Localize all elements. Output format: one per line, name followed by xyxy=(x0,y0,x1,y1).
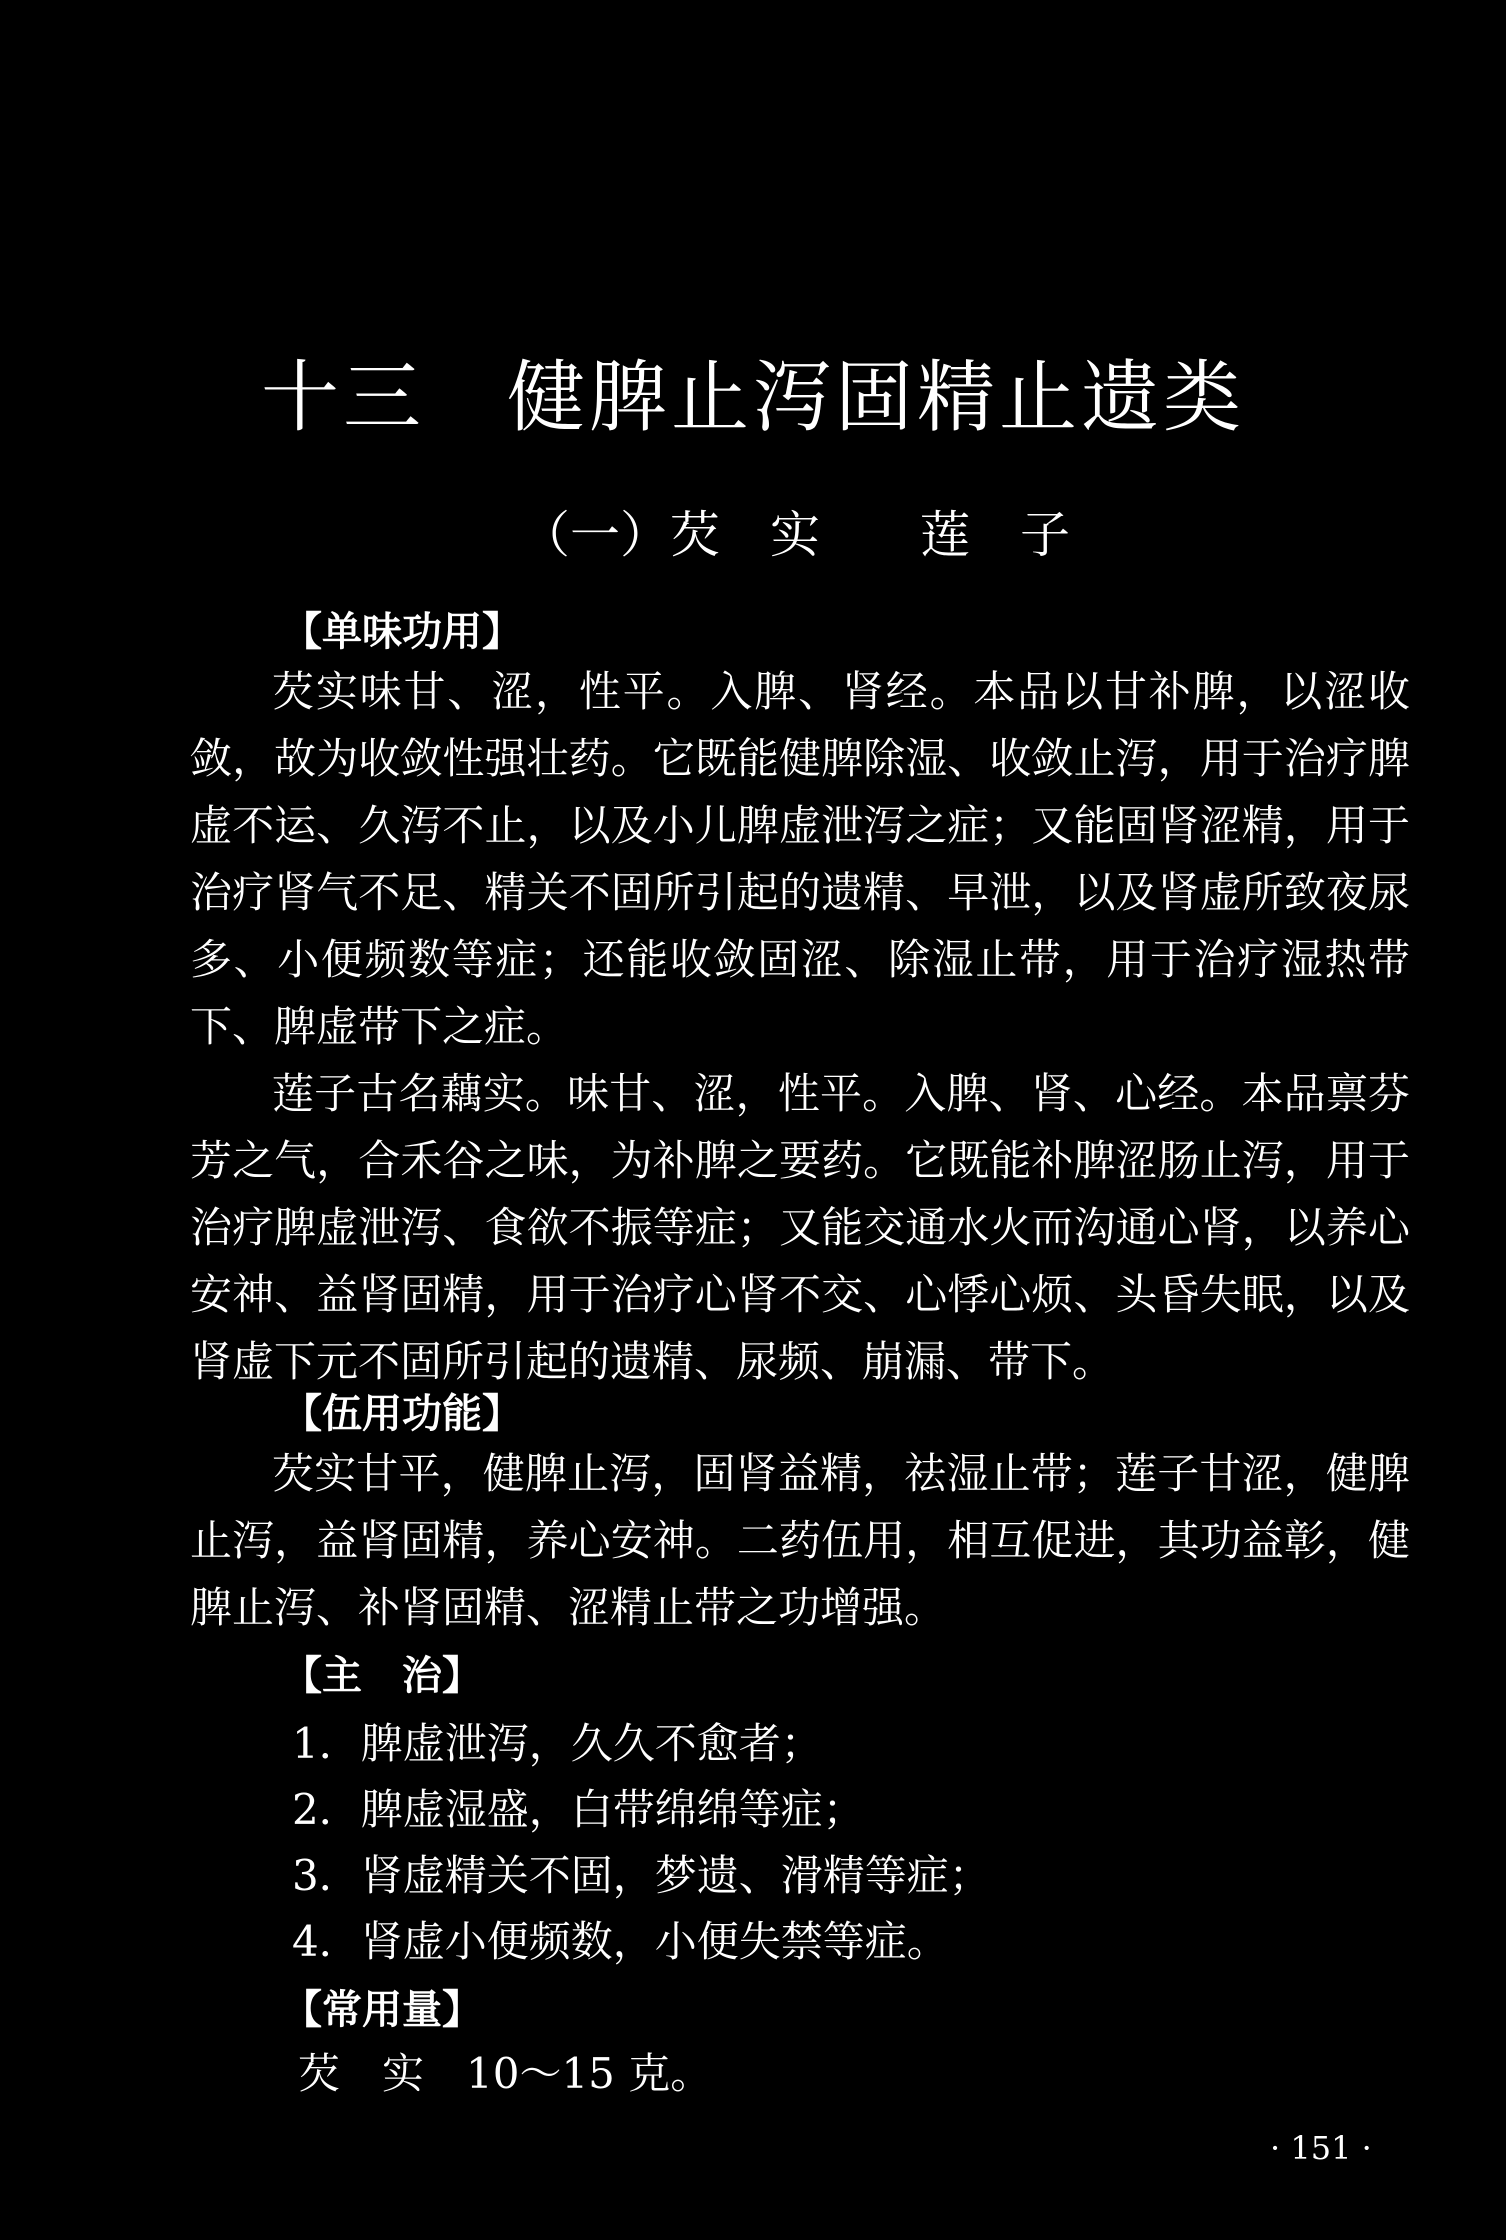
paragraph-qianshi: 芡实味甘、涩，性平。入脾、肾经。本品以甘补脾，以涩收敛，故为收敛性强壮药。它既能健脾除湿、收敛止泻，用于治疗脾虚不运、久泻不止，以及小儿脾虚泄泻之症；又能固肾涩精，用于治疗肾气不足、精关不固所引起的遗精、早泄，以及肾虚所致夜尿多、小便频数等症；还能收敛固涩、除湿止带，用于治疗湿热带下、脾虚带下之症。 xyxy=(190,667,1410,1051)
chapter-title: 十三 健脾止泻固精止遗类 xyxy=(260,353,1245,443)
page-number: · 151 · xyxy=(1270,2129,1372,2167)
indication-item-4: 4．肾虚小便频数，小便失禁等症。 xyxy=(292,1917,949,1966)
paragraph-lianzi: 莲子古名藕实。味甘、涩，性平。入脾、肾、心经。本品禀芬芳之气，合禾谷之味，为补脾之要药。它既能补脾涩肠止泻，用于治疗脾虚泄泻、食欲不振等症；又能交通水火而沟通心肾，以养心安神、益肾固精，用于治疗心肾不交、心悸心烦、头昏失眠，以及肾虚下元不固所引起的遗精、尿频、崩漏、带下。 xyxy=(190,1069,1410,1386)
section-title: （一）芡 实 莲 子 xyxy=(520,506,1070,564)
heading-single-function: 【单味功用】 xyxy=(282,609,522,655)
indication-item-3: 3．肾虚精关不固，梦遗、滑精等症； xyxy=(292,1851,991,1900)
dosage-text: 芡 实 10～15 克。 xyxy=(298,2049,713,2098)
heading-combined-function: 【伍用功能】 xyxy=(282,1391,522,1437)
indication-item-2: 2．脾虚湿盛，白带绵绵等症； xyxy=(292,1785,865,1834)
indication-item-1: 1．脾虚泄泻，久久不愈者； xyxy=(292,1719,823,1768)
heading-dosage: 【常用量】 xyxy=(282,1987,482,2033)
heading-indications: 【主 治】 xyxy=(282,1653,482,1699)
paragraph-combined: 芡实甘平，健脾止泻，固肾益精，祛湿止带；莲子甘涩，健脾止泻，益肾固精，养心安神。二药伍用，相互促进，其功益彰，健脾止泻、补肾固精、涩精止带之功增强。 xyxy=(190,1449,1410,1632)
